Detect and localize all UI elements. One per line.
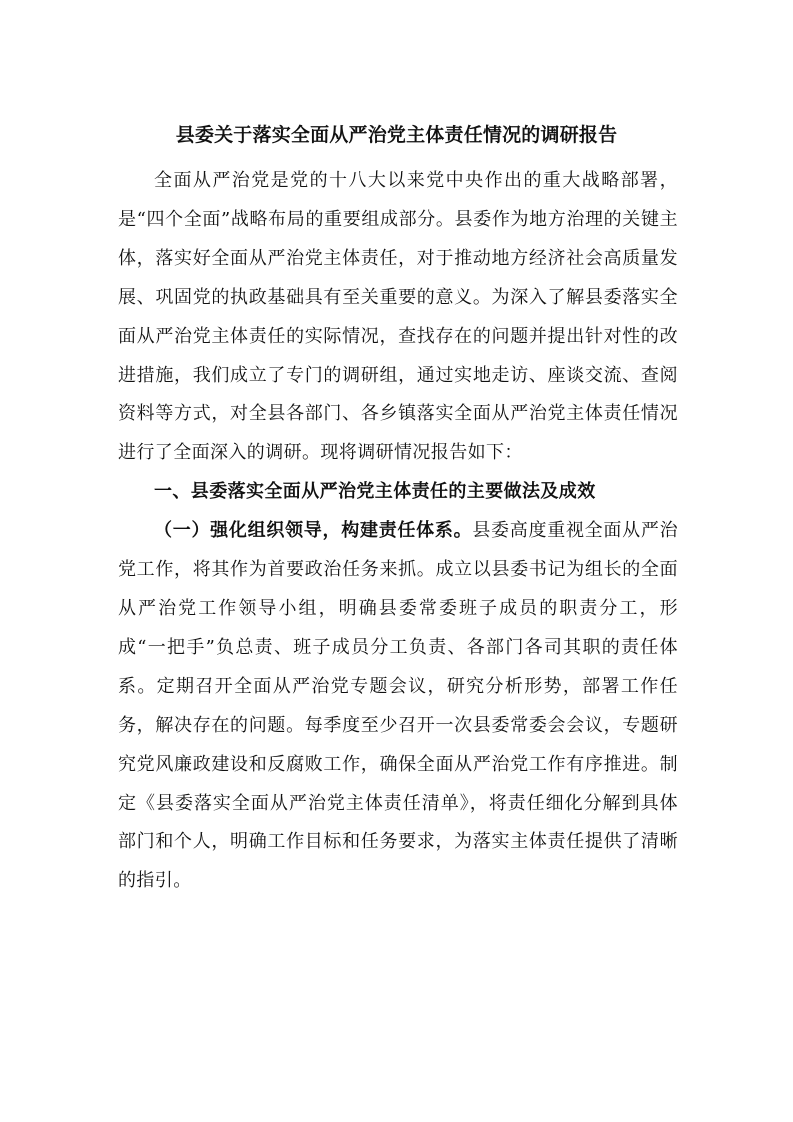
document-title: 县委关于落实全面从严治党主体责任情况的调研报告 [175, 124, 618, 146]
intro-paragraph: 全面从严治党是党的十八大以来党中央作出的重大战略部署，是“四个全面”战略布局的重要组成部分。县委作为地方治理的关键主体，落实好全面从严治党主体责任，对于推动地方经济社会高质量发展、巩固党的执政基础具有至关重要的意义。为深入了解县委落实全面从严治党主体责任的实际情况，查找存在的问题并提出针对性的改进措施，我们成立了专门的调研组，通过实地走访、座谈交流、查阅资料等方式，对全县各部门、各乡镇落实全面从严治党主体责任情况进行了全面深入的调研。现将调研情况报告如下： [118, 170, 678, 464]
section-1-1-text: 县委高度重视全面从严治党工作，将其作为首要政治任务来抓。成立以县委书记为组长的全面从严治党工作领导小组，明确县委常委班子成员的职责分工，形成“一把手”负总责、班子成员分工负责、各部门各司其职的责任体系。定期召开全面从严治党专题会议，研究分析形势，部署工作任务，解决存在的问题。每季度至少召开一次县委常委会会议，专题研究党风廉政建设和反腐败工作，确保全面从严治党工作有序推进。制定《县委落实全面从严治党主体责任清单》，将责任细化分解到具体部门和个人，明确工作目标和任务要求，为落实主体责任提供了清晰的指引。 [118, 520, 678, 892]
document-body [118, 162, 678, 901]
section-1-heading: 一、县委落实全面从严治党主体责任的主要做法及成效 [154, 481, 596, 503]
section-1-1-paragraph [118, 512, 678, 901]
section-1-1-heading: （一）强化组织领导，构建责任体系。 [154, 520, 473, 542]
